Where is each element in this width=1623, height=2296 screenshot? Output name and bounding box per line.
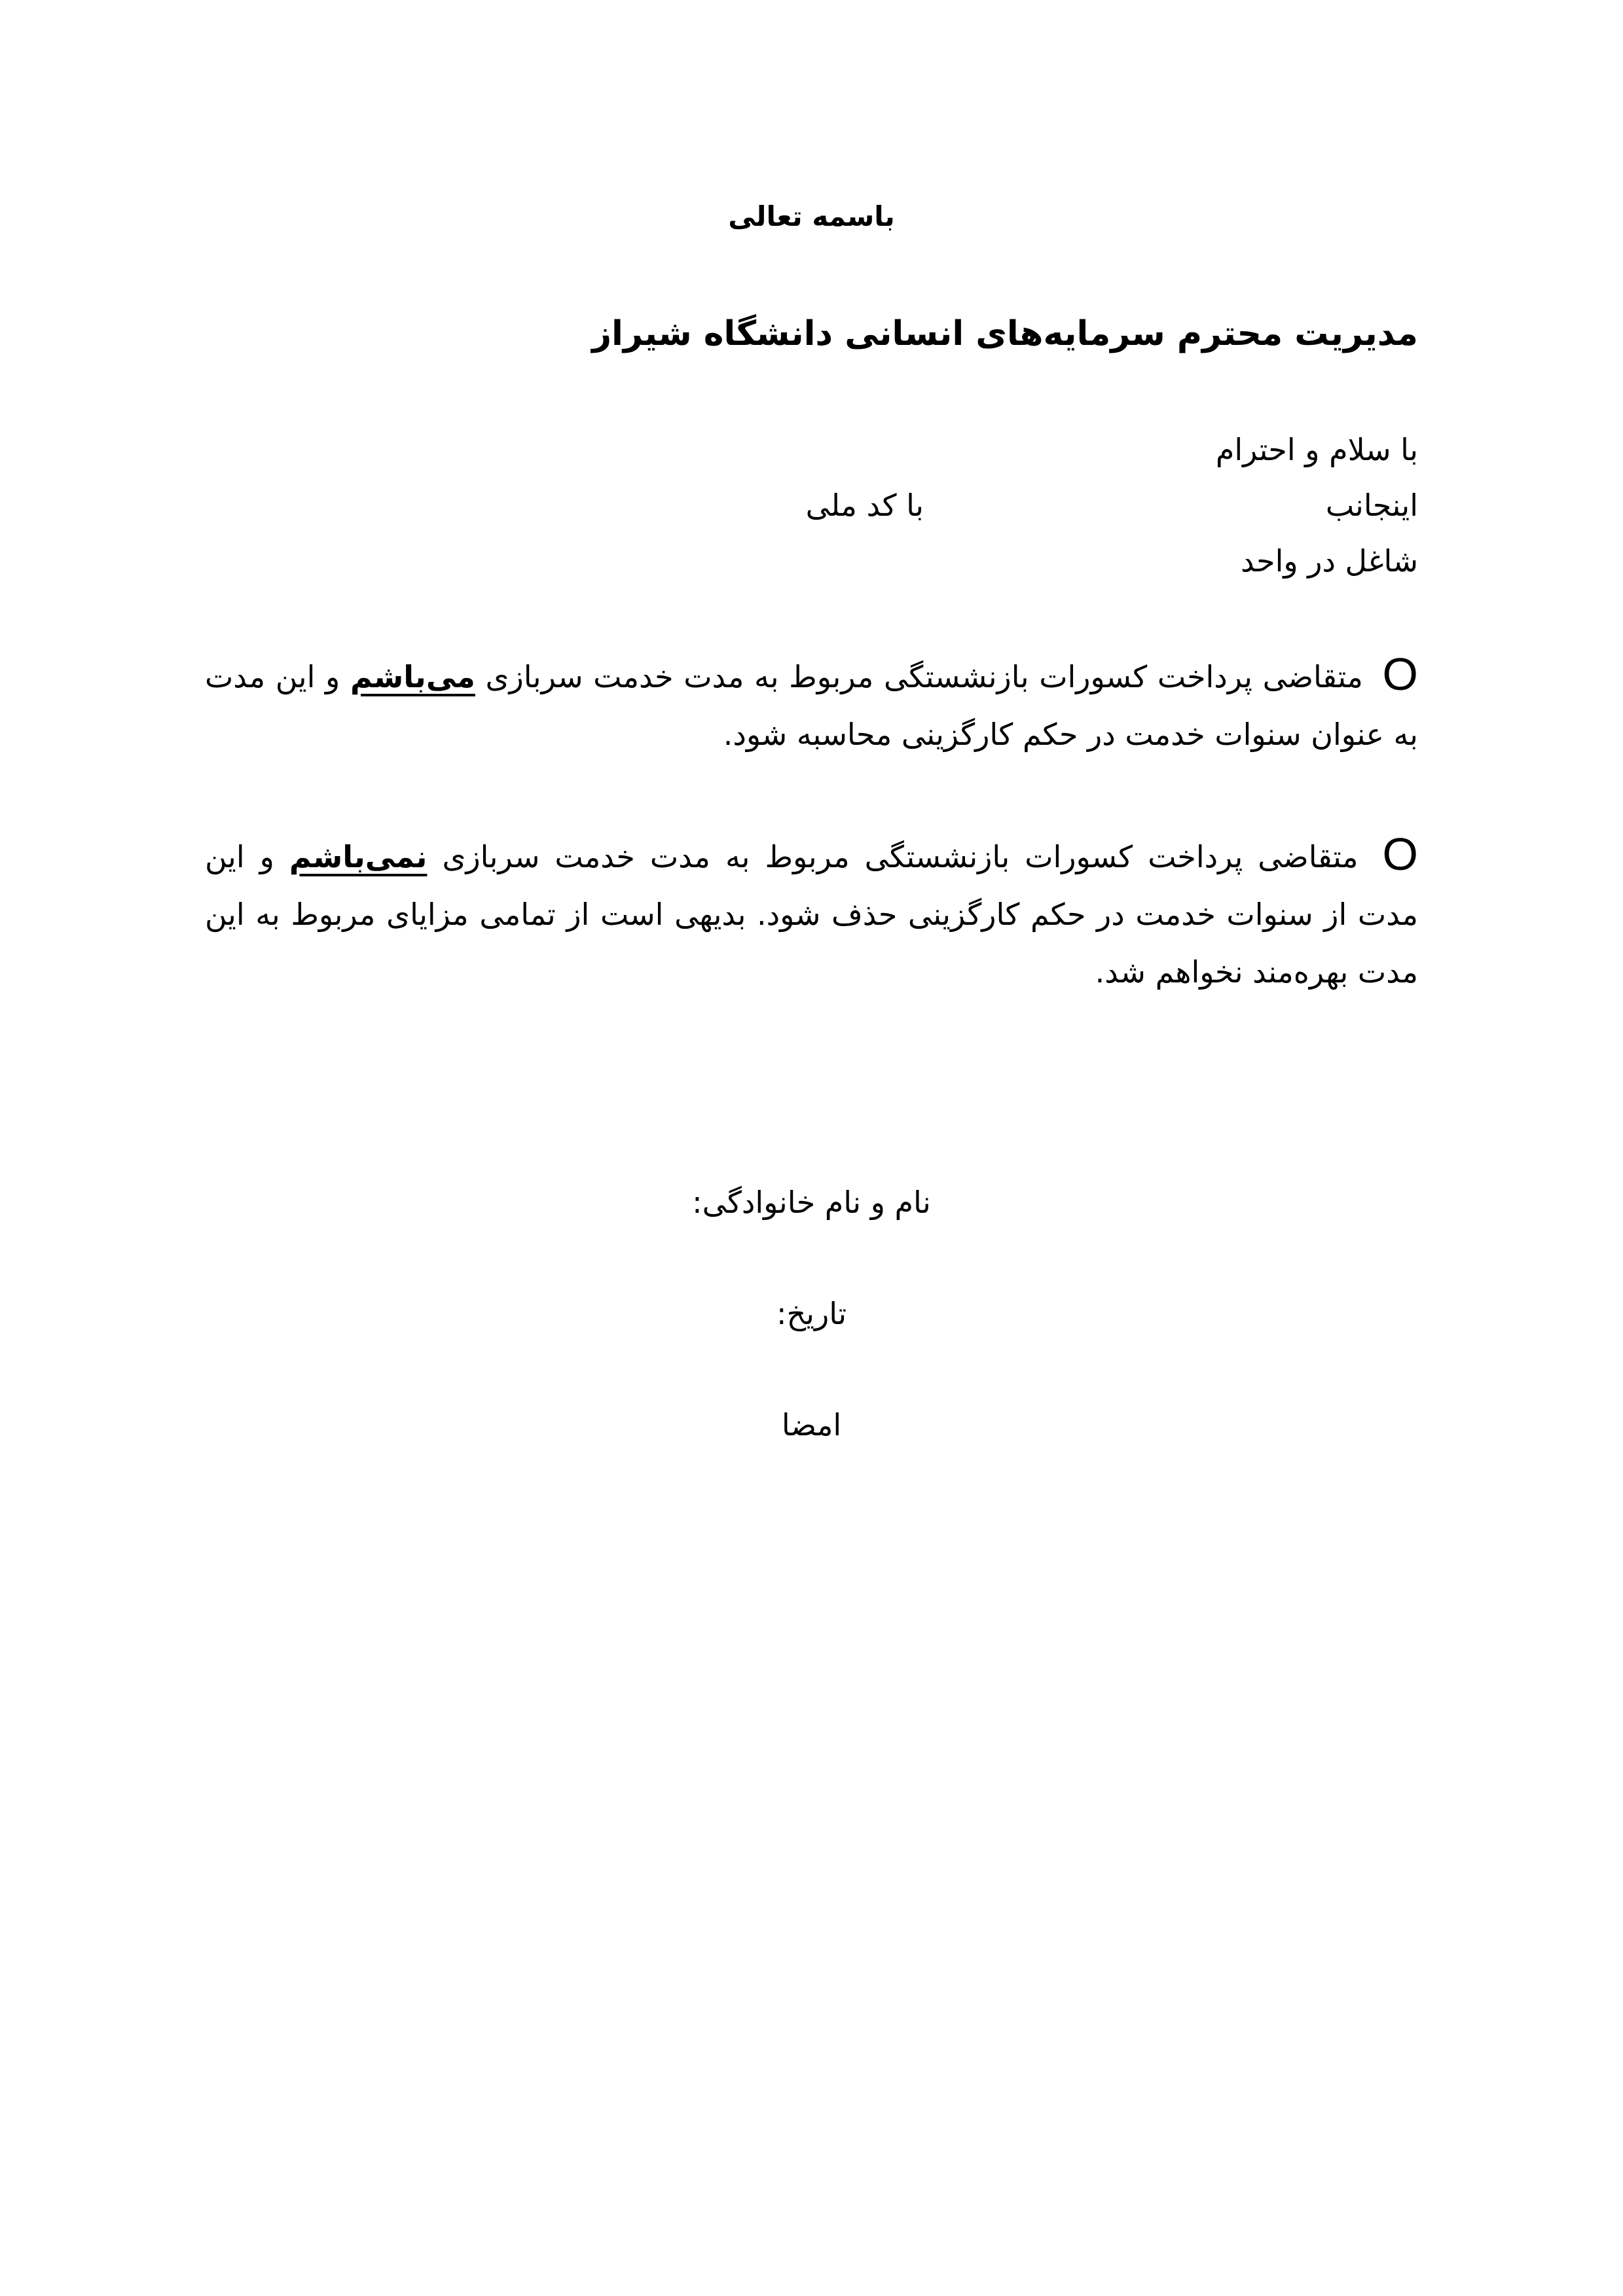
date-field-label: تاریخ: [776,1296,847,1331]
option-decline-emphasis: نمی‌باشم [289,839,428,874]
radio-option-accept[interactable]: O [1382,649,1418,700]
applicant-label: اینجانب [1325,488,1418,523]
option-accept-text-after: و این مدت به عنوان سنوات خدمت در حکم کارگزینی محاسبه شود. [205,659,1418,752]
option-decline-text-before: متقاضی پرداخت کسورات بازنشستگی مربوط به مدت خدمت سربازی [442,839,1359,874]
name-field-label: نام و نام خانوادگی: [692,1185,931,1220]
addressee-title: مدیریت محترم سرمایه‌های انسانی دانشگاه شیراز [592,314,1418,353]
option-accept-text-before: متقاضی پرداخت کسورات بازنشستگی مربوط به مدت خدمت سربازی [485,659,1363,694]
signature-field-label: امضا [781,1407,842,1443]
greeting-line: با سلام و احترام [1215,432,1418,467]
option-accept [205,648,1418,763]
applicant-row [205,488,1418,533]
option-decline [205,828,1418,1001]
national-id-label: با کد ملی [805,488,924,523]
radio-option-decline[interactable]: O [1382,829,1418,880]
option-decline-text-after: و این مدت از سنوات خدمت در حکم کارگزینی حذف شود. بدیهی است از تمامی مزایای مربوط به این مدت بهره‌مند نخواهم شد. [205,839,1418,990]
unit-label: شاغل در واحد [1241,543,1418,579]
invocation-heading: باسمه تعالی [728,200,895,232]
option-accept-emphasis: می‌باشم [350,659,475,694]
